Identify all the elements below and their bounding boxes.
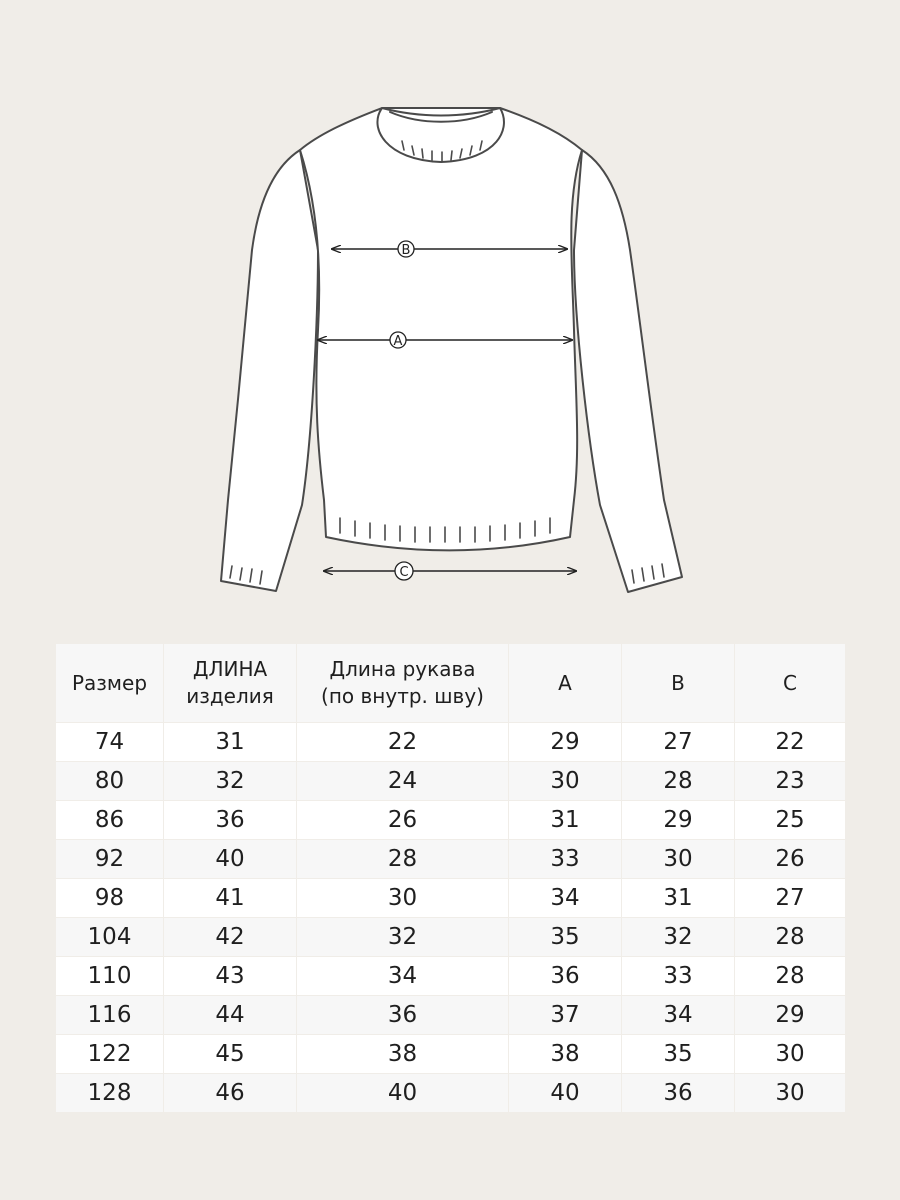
- table-cell: 29: [509, 723, 622, 762]
- column-header-text: A: [558, 670, 572, 695]
- table-body: [56, 723, 846, 1113]
- table-cell: 74: [56, 723, 164, 762]
- table-cell: 31: [622, 879, 735, 918]
- table-cell: 28: [622, 762, 735, 801]
- table-cell: 36: [622, 1074, 735, 1113]
- table-cell: 122: [56, 1035, 164, 1074]
- table-cell: 116: [56, 996, 164, 1035]
- table-cell: 80: [56, 762, 164, 801]
- table-cell: 41: [164, 879, 297, 918]
- table-cell: 30: [622, 840, 735, 879]
- table-cell: 98: [56, 879, 164, 918]
- table-cell: 86: [56, 801, 164, 840]
- table-cell: 27: [735, 879, 846, 918]
- table-cell: 45: [164, 1035, 297, 1074]
- table-cell: 43: [164, 957, 297, 996]
- column-header: [164, 644, 297, 723]
- table-cell: 46: [164, 1074, 297, 1113]
- table-cell: 35: [622, 1035, 735, 1074]
- table-cell: 30: [735, 1035, 846, 1074]
- column-header-text: ДЛИНА: [192, 657, 268, 681]
- table-cell: 33: [622, 957, 735, 996]
- measurement-c: [324, 562, 576, 580]
- table-cell: 28: [735, 957, 846, 996]
- table-cell: 26: [297, 801, 509, 840]
- table-cell: 34: [509, 879, 622, 918]
- table-cell: 34: [297, 957, 509, 996]
- label-a: A: [393, 334, 403, 349]
- table-row: [56, 957, 846, 996]
- sweater-body: [300, 108, 582, 551]
- table-cell: 28: [735, 918, 846, 957]
- table-cell: 30: [297, 879, 509, 918]
- table-cell: 27: [622, 723, 735, 762]
- column-header-text: Длина рукава: [329, 657, 476, 681]
- table-cell: 30: [735, 1074, 846, 1113]
- table-cell: 35: [509, 918, 622, 957]
- table-row: [56, 918, 846, 957]
- table-cell: 31: [509, 801, 622, 840]
- table-cell: 38: [297, 1035, 509, 1074]
- table-row: [56, 723, 846, 762]
- table-cell: 26: [735, 840, 846, 879]
- table-cell: 32: [164, 762, 297, 801]
- column-header: [509, 644, 622, 723]
- table-cell: 32: [622, 918, 735, 957]
- table-cell: 38: [509, 1035, 622, 1074]
- table-cell: 40: [164, 840, 297, 879]
- table-cell: 110: [56, 957, 164, 996]
- column-header-text: B: [671, 670, 685, 695]
- size-chart-table: [55, 643, 846, 1113]
- table-cell: 42: [164, 918, 297, 957]
- column-header: [56, 644, 164, 723]
- table-cell: 23: [735, 762, 846, 801]
- table-cell: 40: [297, 1074, 509, 1113]
- table-cell: 22: [735, 723, 846, 762]
- column-header-text: C: [783, 670, 797, 695]
- table-cell: 25: [735, 801, 846, 840]
- table-cell: 29: [622, 801, 735, 840]
- table-cell: 24: [297, 762, 509, 801]
- right-sleeve: [574, 150, 682, 592]
- table-cell: 36: [164, 801, 297, 840]
- table-cell: 30: [509, 762, 622, 801]
- table-row: [56, 996, 846, 1035]
- table-cell: 33: [509, 840, 622, 879]
- table-row: [56, 840, 846, 879]
- table-cell: 28: [297, 840, 509, 879]
- column-header: [622, 644, 735, 723]
- table-row: [56, 1074, 846, 1113]
- table-cell: 40: [509, 1074, 622, 1113]
- table-cell: 31: [164, 723, 297, 762]
- table-cell: 104: [56, 918, 164, 957]
- table-cell: 22: [297, 723, 509, 762]
- table-row: [56, 1035, 846, 1074]
- column-header-text: Размер: [71, 670, 148, 695]
- column-header: [297, 644, 509, 723]
- column-header-text: (по внутр. шву): [321, 684, 484, 708]
- sweater-outline: [221, 108, 682, 592]
- table-cell: 92: [56, 840, 164, 879]
- table-cell: 36: [509, 957, 622, 996]
- table-cell: 36: [297, 996, 509, 1035]
- table-cell: 32: [297, 918, 509, 957]
- column-header: [735, 644, 846, 723]
- table-cell: 44: [164, 996, 297, 1035]
- column-header-text: изделия: [186, 684, 274, 708]
- table-cell: 34: [622, 996, 735, 1035]
- table-header-row: [56, 644, 846, 723]
- table-cell: 29: [735, 996, 846, 1035]
- table-cell: 128: [56, 1074, 164, 1113]
- table-row: [56, 762, 846, 801]
- label-c: C: [399, 565, 409, 580]
- table-row: [56, 879, 846, 918]
- table-row: [56, 801, 846, 840]
- left-sleeve: [221, 150, 318, 591]
- label-b: B: [401, 243, 411, 258]
- table-cell: 37: [509, 996, 622, 1035]
